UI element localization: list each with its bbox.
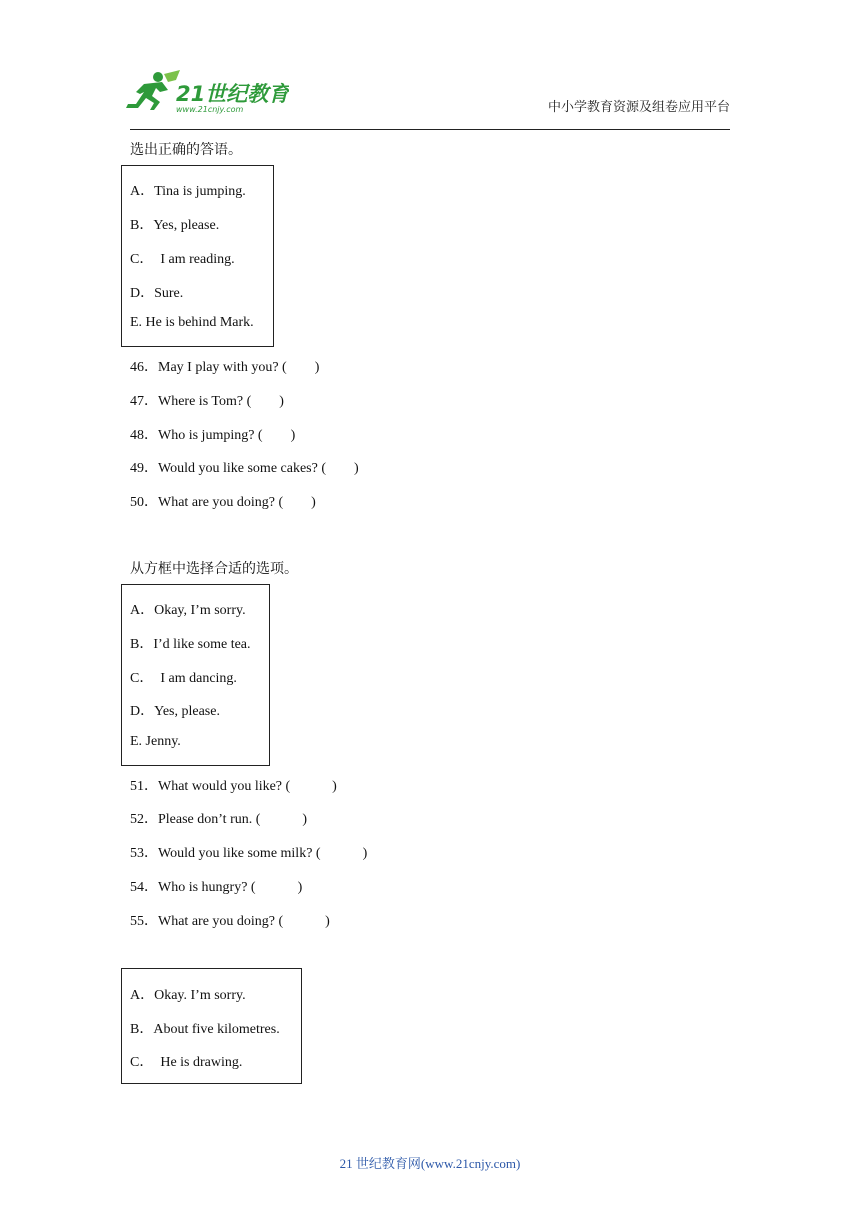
question-54: 54．Who is hungry? ( ): [130, 880, 303, 895]
platform-label: 中小学教育资源及组卷应用平台: [547, 99, 730, 114]
section3-option-a: A．Okay. I’m sorry.: [130, 988, 246, 1003]
question-50: 50．What are you doing? ( ): [130, 495, 316, 510]
question-48: 48．Who is jumping? ( ): [130, 428, 296, 443]
section1-option-b: B．Yes, please.: [130, 218, 220, 233]
question-51: 51．What would you like? ( ): [130, 779, 337, 794]
section2-option-d: D．Yes, please.: [130, 704, 220, 719]
section3-option-c: C． He is drawing.: [130, 1055, 243, 1070]
section2-option-e: E. Jenny.: [130, 734, 181, 749]
section1-option-e: E. He is behind Mark.: [130, 315, 254, 330]
section1-option-d: D．Sure.: [130, 286, 184, 301]
section1-option-a: A．Tina is jumping.: [130, 184, 246, 199]
header-divider: [130, 129, 730, 130]
section1-option-c: C． I am reading.: [130, 252, 235, 267]
section2-option-c: C． I am dancing.: [130, 671, 237, 686]
section1-instruction: 选出正确的答语。: [130, 143, 242, 158]
section2-instruction: 从方框中选择合适的选项。: [130, 562, 298, 577]
runner-logo-icon: [126, 70, 180, 110]
logo-url-text: www.21cnjy.com: [176, 105, 244, 114]
question-53: 53．Would you like some milk? ( ): [130, 846, 368, 861]
site-logo: [124, 70, 289, 116]
footer-link[interactable]: 21 世纪教育网(www.21cnjy.com): [339, 1156, 521, 1171]
section2-option-a: A．Okay, I’m sorry.: [130, 603, 246, 618]
question-46: 46．May I play with you? ( ): [130, 360, 320, 375]
question-55: 55．What are you doing? ( ): [130, 914, 330, 929]
question-47: 47．Where is Tom? ( ): [130, 394, 284, 409]
section3-option-b: B．About five kilometres.: [130, 1022, 280, 1037]
logo-text: 21世纪教育: [176, 82, 289, 106]
question-52: 52．Please don’t run. ( ): [130, 812, 308, 827]
question-49: 49．Would you like some cakes? ( ): [130, 461, 359, 476]
section2-option-b: B．I’d like some tea.: [130, 637, 251, 652]
